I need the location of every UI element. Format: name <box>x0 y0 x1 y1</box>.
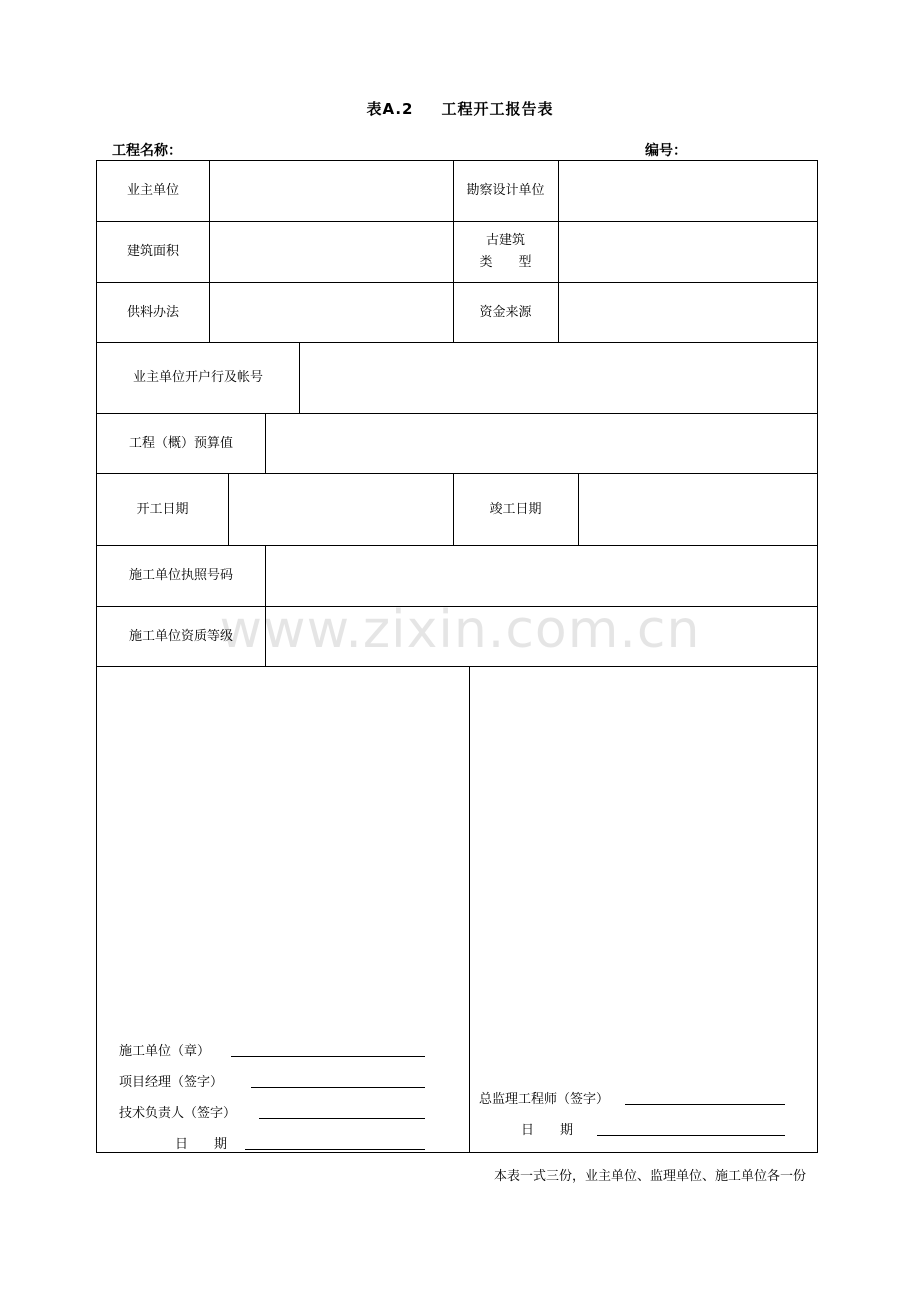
owner-unit-label: 业主单位 <box>126 183 179 198</box>
contractor-seal-line[interactable] <box>231 1056 425 1057</box>
building-area-label: 建筑面积 <box>126 244 179 259</box>
fund-source-label: 资金来源 <box>479 304 532 320</box>
project-manager-label: 项目经理（签字） <box>119 1075 224 1090</box>
left-date-line[interactable] <box>245 1149 425 1150</box>
contractor-seal-label: 施工单位（章） <box>119 1044 211 1059</box>
start-date-label: 开工日期 <box>136 501 189 517</box>
project-manager-line[interactable] <box>251 1087 425 1088</box>
watermark: www.zixin.com.cn <box>219 600 701 660</box>
budget-value-field[interactable] <box>266 414 817 473</box>
building-area-field[interactable] <box>210 222 453 282</box>
contractor-qualification-label: 施工单位资质等级 <box>128 628 233 644</box>
contractor-license-field[interactable] <box>266 546 817 606</box>
report-form <box>96 160 818 1153</box>
footer-note: 本表一式三份，业主单位、监理单位、施工单位各一份 <box>493 1169 806 1184</box>
survey-design-unit-label: 勘察设计单位 <box>466 183 545 198</box>
supply-method-label: 供料办法 <box>126 304 179 320</box>
technical-lead-label: 技术负责人（签字） <box>119 1106 237 1121</box>
survey-design-unit-field[interactable] <box>559 161 817 221</box>
left-date-label: 日 期 <box>175 1137 228 1152</box>
completion-date-label: 竣工日期 <box>489 501 542 517</box>
contractor-qualification-field[interactable] <box>266 607 817 666</box>
start-date-field[interactable] <box>229 474 453 545</box>
ancient-building-type-label <box>453 222 558 282</box>
completion-date-field[interactable] <box>579 474 817 545</box>
ancient-building-type-line2: 类 型 <box>479 255 532 270</box>
technical-lead-line[interactable] <box>259 1118 425 1119</box>
right-date-line[interactable] <box>597 1135 785 1136</box>
chief-supervisor-line[interactable] <box>625 1104 785 1105</box>
owner-bank-account-label: 业主单位开户行及帐号 <box>132 370 263 385</box>
table-name: 工程开工报告表 <box>441 100 554 118</box>
form-title <box>0 98 920 119</box>
owner-bank-account-field[interactable] <box>300 343 817 413</box>
table-number: 表A.2 <box>366 100 414 118</box>
fund-source-field[interactable] <box>559 283 817 342</box>
contractor-license-label: 施工单位执照号码 <box>128 568 233 583</box>
budget-value-label: 工程（概）预算值 <box>128 435 233 451</box>
ancient-building-type-field[interactable] <box>559 222 817 282</box>
supply-method-field[interactable] <box>210 283 453 342</box>
owner-unit-field[interactable] <box>210 161 453 221</box>
number-label: 编号： <box>645 143 687 159</box>
chief-supervisor-label: 总监理工程师（签字） <box>479 1092 610 1107</box>
right-date-label: 日 期 <box>521 1123 574 1138</box>
ancient-building-type-line1: 古建筑 <box>485 233 525 248</box>
project-name-label: 工程名称： <box>112 143 182 159</box>
